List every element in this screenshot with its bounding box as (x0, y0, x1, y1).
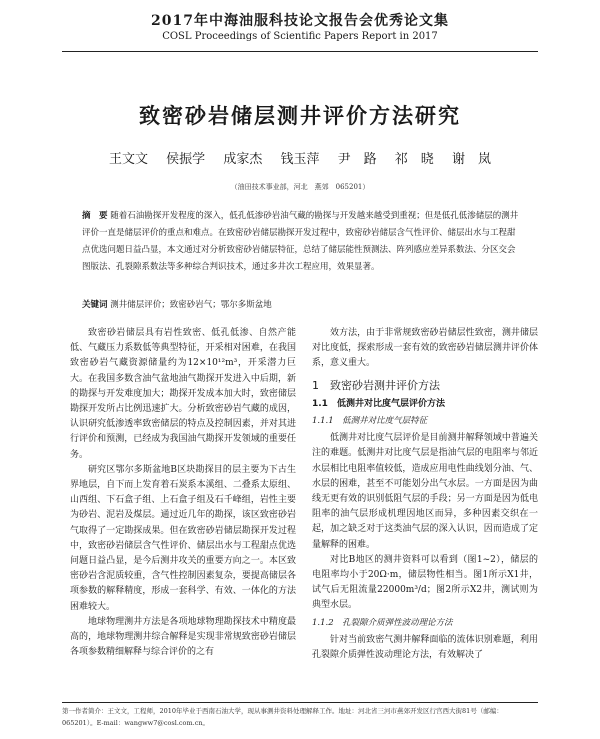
author: 侯振学 (166, 152, 206, 167)
body-paragraph: 地球物理测井方法是各项地球物理勘探技术中精度最高的，地球物理测井综合解释是实现非常规致密砂岩储层各项参数精细解释与综合评价的之有 (70, 616, 296, 658)
keywords (82, 298, 520, 310)
abstract (82, 208, 520, 276)
body-paragraph: 研究区鄂尔多斯盆地B区块勘探目的层主要为下古生界地层，自下而上发育着石炭系本溪组、二叠系太原组、山西组、下石盒子组、上石盒子组及石千峰组，岩性主要为砂岩、泥岩及煤层。通过近几年的勘探，该区致密砂岩气取得了一定勘探成果。但在致密砂岩储层勘探开发过程中，致密砂岩储层含气性评价、储层出水与工程甜点优选问题日益凸显，是今后测井攻关的重要方向之一。本区致密砂岩含泥质较重，含气性控制因素复杂，要提高储层各项参数的解释精度，形成一套科学、有效、一体化的方法困难较大。 (70, 464, 296, 612)
body-paragraph: 致密砂岩储层具有岩性致密、低孔低渗、自然产能低、气藏压力系数低等典型特征，开采相对困难，在我国致密砂岩气藏资源储量约为12×10¹²m³，开采潜力巨大。在我国多数含油气盆地油气勘探开发进入中后期，新的勘探与开发难度加大；勘探开发成本加大时，致密储层勘探开发所占比例迅速扩大。分析致密砂岩气藏的成因，认识研究低渗透率致密储层的特点及控制因素，并对其进行评价和预测，已经成为我国油气勘探开发领域的重要任务。 (70, 328, 296, 460)
header-subtitle: COSL Proceedings of Scientific Papers Report in 2017 (162, 31, 438, 42)
left-column (70, 326, 296, 660)
author-list (0, 148, 600, 167)
body-paragraph: 针对当前致密气测井解释面临的流体识别难题，利用孔裂隙介质弹性波动理论方法，有效解决了 (312, 634, 538, 661)
footnote-line: 065201）。E-mail：wangww7@cosl.com.cn。 (62, 719, 210, 727)
author: 王文文 (109, 152, 149, 167)
paper-title: 致密砂岩储层测井评价方法研究 (139, 103, 461, 128)
subsubsection-heading: 1.1.1 低测井对比度气层特征 (312, 416, 428, 427)
body-paragraph: 对比B地区的测井资料可以看到（图1~2），储层的电阻率均小于20Ω·m，储层物性相当。图1所示X1井，试气后无阻流量22000m³/d；图2所示X2井，测试则为典型水层。 (312, 554, 538, 611)
author: 成家杰 (223, 152, 263, 167)
footnote-line: 第一作者简介：王文文，工程师，2010年毕业于西南石油大学，现从事测井资料处理解释工作。地址：河北省三河市燕郊开发区行宫西大街81号（邮编： (62, 707, 503, 715)
section-heading: 1 致密砂岩测井评价方法 (312, 378, 440, 392)
affiliation: （油田技术事业部，河北 燕郊 065201） (230, 183, 370, 191)
author: 祁 晓 (394, 152, 434, 167)
footnote (62, 705, 538, 729)
author: 尹 路 (337, 152, 377, 167)
keywords-text: 测井储层评价；致密砂岩气；鄂尔多斯盆地 (110, 300, 272, 310)
right-column (312, 326, 538, 663)
body-paragraph: 低测井对比度气层评价是目前测井解释领域中普遍关注的难题。低测井对比度气层是指油气层的电阻率与邻近水层相比电阻率值较低，造成应用电性曲线划分油、气、水层的困难，甚至不可能划分出气水层。一方面是因为曲线无更有效的识别低阻气层的手段；另一方面是因为低电阻率的油气层形成机理因地区而异，多种因素交织在一起，加之缺乏对于这类油气层的深入认识，因而造成了定量解释的困难。 (312, 433, 538, 550)
header-title: 2017年中海油服科技论文报告会优秀论文集 (151, 13, 449, 29)
subsection-heading: 1.1 低测井对比度气层评价方法 (312, 398, 445, 409)
keywords-label: 关键词 (82, 300, 108, 310)
header-rule (62, 51, 538, 52)
author: 谢 岚 (451, 152, 491, 167)
body-paragraph: 效方法，由于非常规致密砂岩储层性致密，测井储层对比度低，探索形成一套有效的致密砂岩储层测井评价体系，意义重大。 (312, 328, 538, 369)
subsubsection-heading: 1.1.2 孔裂隙介质弹性波动理论方法 (312, 617, 453, 628)
abstract-label: 摘 要 (82, 211, 108, 221)
footnote-rule (62, 702, 538, 703)
abstract-text: 随着石油勘探开发程度的深入，低孔低渗砂岩油气藏的勘探与开发越来越受到重视；但是低孔低渗储层的测井评价一直是储层评价的重点和难点。在致密砂岩储层勘探开发过程中，致密砂岩储层含气性评价、储层出水与工程甜点优选问题日益凸显，本文通过对分析致密砂岩储层特征，总结了储层能性预测法、阵列感应差异系数法、分区交会图版法、孔裂隙系数法等多种综合判识技术，通过多井次工程应用，效果显著。 (82, 211, 519, 272)
author: 钱玉萍 (280, 152, 320, 167)
